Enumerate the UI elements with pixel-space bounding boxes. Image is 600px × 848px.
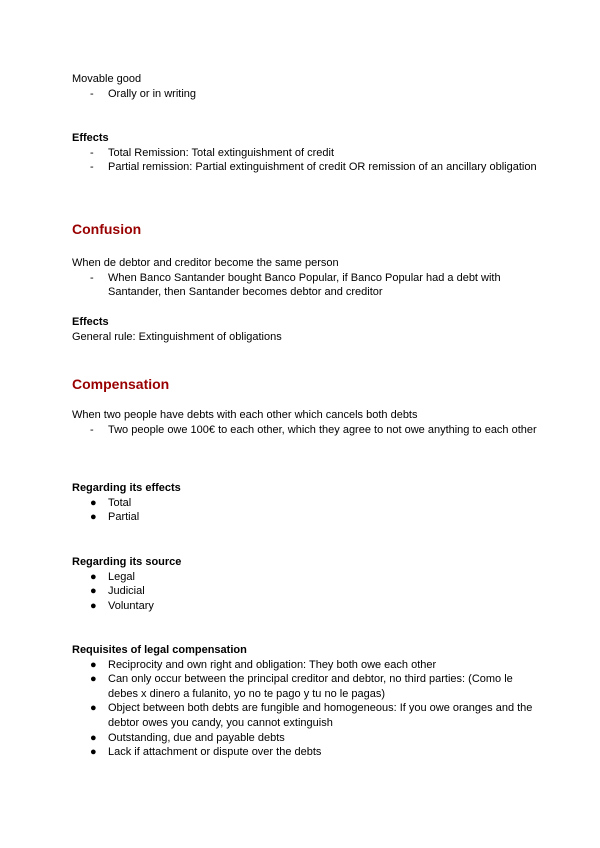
compensation-body	[72, 408, 540, 437]
list-item: ● Partial	[90, 511, 140, 524]
list-item: ● Outstanding, due and payable debts	[90, 731, 285, 744]
list-item: ● Voluntary	[90, 599, 154, 612]
effects-title: Effects	[72, 132, 109, 144]
regarding-effects-title: Regarding its effects	[72, 482, 181, 494]
effects-section	[72, 481, 540, 525]
confusion-intro: When de debtor and creditor become the same person	[72, 257, 339, 269]
compensation-intro: When two people have debts with each other which cancels both debts	[72, 409, 418, 421]
list-item: ● Legal	[90, 570, 135, 583]
list-item: ● Total	[90, 496, 132, 509]
source-section	[72, 555, 540, 613]
effects-remission-section	[72, 131, 540, 175]
list-item: - When Banco Santander bought Banco Popular, if Banco Popular had a debt with Santander, then Santander becomes debtor and creditor	[90, 271, 501, 299]
confusion-heading: Confusion	[72, 221, 142, 237]
list-item: - Orally or in writing	[90, 87, 197, 100]
dash-marker: -	[90, 87, 94, 100]
confusion-effects	[72, 315, 540, 344]
requisites-title: Requisites of legal compensation	[72, 644, 247, 656]
bullet-marker: ●	[90, 496, 97, 509]
list-item: - Two people owe 100€ to each other, which they agree to not owe anything to each other	[90, 423, 537, 436]
list-item: - Total Remission: Total extinguishment of credit	[90, 146, 335, 159]
compensation-heading: Compensation	[72, 376, 170, 392]
list-item: ● Object between both debts are fungible and homogeneous: If you owe oranges and the debtor owes you candy, you cannot extinguish	[90, 702, 533, 729]
regarding-source-title: Regarding its source	[72, 556, 182, 568]
confusion-effects-title: Effects	[72, 316, 109, 328]
list-item: ● Reciprocity and own right and obligation: They both owe each other	[90, 658, 437, 671]
confusion-general-rule: General rule: Extinguishment of obligations	[72, 330, 282, 343]
list-item: ● Can only occur between the principal creditor and debtor, no third parties: (Como le debes x dinero a fulanito, yo no te pago y tu no le pagas)	[90, 673, 513, 700]
confusion-section	[72, 220, 540, 238]
compensation-section	[72, 375, 540, 393]
requisites-section	[72, 643, 540, 760]
list-item: ● Lack if attachment or dispute over the debts	[90, 746, 322, 759]
list-item: - Partial remission: Partial extinguishment of credit OR remission of an ancillary obligation	[90, 161, 537, 174]
confusion-body	[72, 256, 540, 300]
movable-label: Movable good	[72, 73, 142, 85]
list-item: ● Judicial	[90, 585, 145, 598]
movable-section	[72, 72, 540, 101]
